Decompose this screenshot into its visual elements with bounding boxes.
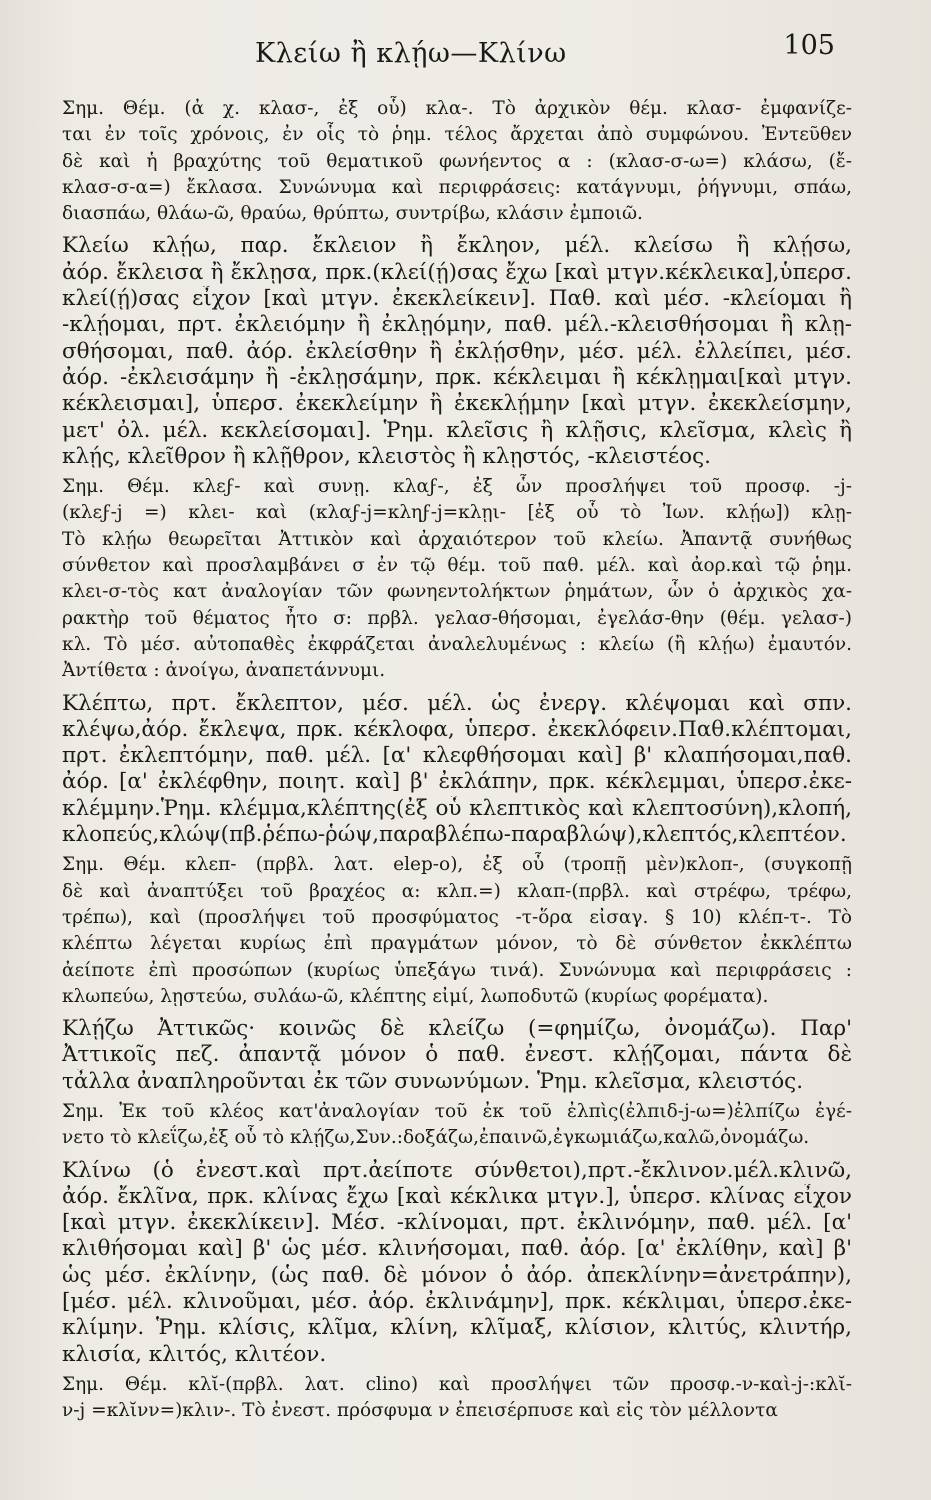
text-line: τρέπω), καὶ (προσλήψει τοῦ προσφύματος -τ-ὅρα εἰσαγ. § 10) κλέπ-τ-. Τὸ xyxy=(62,906,852,928)
text-line: Τὸ κλῄω θεωρεῖται Ἀττικὸν καὶ ἀρχαιότερον τοῦ κλείω. Ἀπαντᾷ συνήθως xyxy=(62,528,852,550)
text-line: Κλέπτω, πρτ. ἔκλεπτον, μέσ. μέλ. ὡς ἐνεργ. κλέψομαι καὶ σπν. xyxy=(62,690,852,716)
text-line: Ἀντίθετα : ἀνοίγω, ἀναπετάννυμι. xyxy=(62,660,386,682)
text-line: ν-j =κλῐνν=)κλιν-. Τὸ ἐνεστ. πρόσφυμα ν ἐπεισέρπυσε καὶ εἰς τὸν μέλλοντα xyxy=(62,1400,778,1422)
note-paragraph xyxy=(62,1372,852,1425)
text-line: Σημ. Θέμ. κλῐ-(πρβλ. λατ. clino) καὶ προσλήψει τῶν προσφ.-ν-καὶ-j-:κλῐ- xyxy=(62,1373,852,1395)
text-line: κλιθήσομαι καὶ] β' ὡς μέσ. κλινήσομαι, παθ. ἀόρ. [α' ἐκλίθην, καὶ] β' xyxy=(62,1236,852,1262)
text-line: διασπάω, θλάω-ῶ, θραύω, θρύπτω, συντρίβω, κλάσιν ἐμποιῶ. xyxy=(62,203,643,225)
text-line: Ἀττικοῖς πεζ. ἀπαντᾷ μόνον ὁ παθ. ἐνεστ. κλῄζομαι, πάντα δὲ xyxy=(62,1042,852,1068)
text-line: δὲ καὶ ἡ βραχύτης τοῦ θεματικοῦ φωνήεντος α : (κλασ-σ-ω=) κλάσω, (ἔ- xyxy=(62,150,852,172)
text-line: κλει-σ-τὸς κατ ἀναλογίαν τῶν φωνηεντολήκτων ῥημάτων, ὧν ὁ ἀρχικὸς χα- xyxy=(62,581,852,603)
text-line: Κλῄζω Ἀττικῶς· κοινῶς δὲ κλείζω (=φημίζω, ὀνομάζω). Παρ' xyxy=(62,1016,852,1042)
page-body xyxy=(62,92,852,1425)
text-line: ἀόρ. ἔκλεισα ἢ ἔκλῃσα, πρκ.(κλεί(ῄ)σας ἔχω [καὶ μτγν.κέκλεικα],ὑπερσ. xyxy=(62,259,852,285)
text-line: κλέψω,ἀόρ. ἔκλεψα, πρκ. κέκλοφα, ὑπερσ. ἐκεκλόφειν.Παθ.κλέπτομαι, xyxy=(62,716,852,742)
text-line: -κλῄομαι, πρτ. ἐκλειόμην ἢ ἐκλῃόμην, παθ. μέλ.-κλεισθήσομαι ἢ κλῃ- xyxy=(62,312,852,338)
text-line: ὡς μέσ. ἐκλίνην, (ὡς παθ. δὲ μόνον ὁ ἀόρ. ἀπεκλίνην=ἀνετράπην), xyxy=(62,1262,852,1288)
note-paragraph xyxy=(62,852,852,1010)
text-line: ται ἐν τοῖς χρόνοις, ἐν οἷς τὸ ῥημ. τέλος ἄρχεται ἀπὸ συμφώνου. Ἐντεῦθεν xyxy=(62,124,852,146)
text-line: κλῄς, κλεῖθρον ἢ κλῇθρον, κλειστὸς ἢ κλῃστός, -κλειστέος. xyxy=(62,443,711,469)
text-line: Κλίνω (ὁ ἐνεστ.καὶ πρτ.ἀείποτε σύνθετοι),πρτ.-ἔκλινον.μέλ.κλινῶ, xyxy=(62,1157,852,1183)
running-head: Κλείω ἢ κλῄω—Κλίνω xyxy=(255,38,567,69)
text-line: κλ. Τὸ μέσ. αὐτοπαθὲς ἐκφράζεται ἀναλελυμένως : κλείω (ἢ κλῄω) ἐμαυτόν. xyxy=(62,633,852,655)
text-line: Κλείω κλῄω, παρ. ἔκλειον ἢ ἔκληον, μέλ. κλείσω ἢ κλῄσω, xyxy=(62,233,852,259)
text-line: πρτ. ἐκλεπτόμην, παθ. μέλ. [α' κλεφθήσομαι καὶ] β' κλαπήσομαι,παθ. xyxy=(62,743,852,769)
text-line: ἀείποτε ἐπὶ προσώπων (κυρίως ὑπεξάγω τινά). Συνώνυμα καὶ περιφράσεις : xyxy=(62,959,852,981)
text-line: σθήσομαι, παθ. ἀόρ. ἐκλείσθην ἢ ἐκλῄσθην, μέσ. μέλ. ἐλλείπει, μέσ. xyxy=(62,338,852,364)
text-line: ἀόρ. ἔκλῖνα, πρκ. κλίνας ἔχω [καὶ κέκλικα μτγν.], ὑπερσ. κλίνας εἶχον xyxy=(62,1183,852,1209)
text-line: κλίμην. Ῥημ. κλίσις, κλῖμα, κλίνη, κλῖμαξ, κλίσιον, κλιτύς, κλιντήρ, xyxy=(62,1315,852,1341)
page-number: 105 xyxy=(783,30,835,61)
text-line: (κλεϝ-j =) κλει- καὶ (κλαϝ-j=κληϝ-j=κλῃι- [ἐξ οὗ τὸ Ἰων. κλῄω]) κλῃ- xyxy=(62,502,852,524)
text-line: ἀόρ. [α' ἐκλέφθην, ποιητ. καὶ] β' ἐκλάπην, πρκ. κέκλεμμαι, ὑπερσ.ἐκε- xyxy=(62,769,852,795)
note-paragraph xyxy=(62,1099,852,1152)
text-line: τἆλλα ἀναπληροῦνται ἐκ τῶν συνωνύμων. Ῥημ. κλεῖσμα, κλειστός. xyxy=(62,1068,804,1094)
text-line: [καὶ μτγν. ἐκεκλίκειν]. Μέσ. -κλίνομαι, πρτ. ἐκλινόμην, παθ. μέλ. [α' xyxy=(62,1210,852,1236)
text-line: Σημ. Θέμ. κλεπ- (πρβλ. λατ. elep-o), ἐξ οὗ (τροπῇ μὲν)κλοπ-, (συγκοπῇ xyxy=(62,854,852,876)
text-line: κλοπεύς,κλώψ(πβ.ῥέπω-ῥώψ,παραβλέπω-παραβλώψ),κλεπτός,κλεπτέον. xyxy=(62,822,847,848)
text-line: κλεί(ῄ)σας εἶχον [καὶ μτγν. ἐκεκλείκειν]. Παθ. καὶ μέσ. -κλείομαι ἢ xyxy=(62,286,852,312)
text-line: κλασ-σ-α=) ἔκλασα. Συνώνυμα καὶ περιφράσεις: κατάγνυμι, ῥήγνυμι, σπάω, xyxy=(62,176,852,198)
text-line: Σημ. Ἐκ τοῦ κλέος κατ'ἀναλογίαν τοῦ ἐκ τοῦ ἐλπὶς(ἐλπιδ-j-ω=)ἐλπίζω ἐγέ- xyxy=(62,1100,852,1122)
text-line: μετ' ὀλ. μέλ. κεκλείσομαι]. Ῥημ. κλεῖσις ἢ κλῇσις, κλεῖσμα, κλεὶς ἢ xyxy=(62,417,852,443)
note-paragraph xyxy=(62,474,852,684)
entry-paragraph xyxy=(62,1158,852,1368)
text-line: κλισία, κλιτός, κλιτέον. xyxy=(62,1341,327,1367)
text-line: κλέπτω λέγεται κυρίως ἐπὶ πραγμάτων μόνον, τὸ δὲ σύνθετον ἐκκλέπτω xyxy=(62,933,852,955)
text-line: ἀόρ. -ἐκλεισάμην ἢ -ἐκλῃσάμην, πρκ. κέκλειμαι ἢ κέκλῃμαι[καὶ μτγν. xyxy=(62,364,852,390)
entry-paragraph xyxy=(62,691,852,849)
text-line: Σημ. Θέμ. κλεϝ- καὶ συνῃ. κλαϝ-, ἐξ ὧν προσλήψει τοῦ προσφ. -j- xyxy=(62,476,852,498)
entry-paragraph xyxy=(62,233,852,470)
text-line: κλέμμην.Ῥημ. κλέμμα,κλέπτης(ἐξ οὗ κλεπτικὸς καὶ κλεπτοσύνη),κλοπή, xyxy=(62,795,852,821)
text-line: [μέσ. μέλ. κλινοῦμαι, μέσ. ἀόρ. ἐκλινάμην], πρκ. κέκλιμαι, ὑπερσ.ἐκε- xyxy=(62,1289,852,1315)
text-line: κλωπεύω, λῃστεύω, συλάω-ῶ, κλέπτης εἰμί, λωποδυτῶ (κυρίως φορέματα). xyxy=(62,985,769,1007)
page-header xyxy=(0,30,931,80)
note-paragraph xyxy=(62,96,852,227)
text-line: κέκλεισμαι], ὑπερσ. ἐκεκλείμην ἢ ἐκεκλῄμην [καὶ μτγν. ἐκεκλείσμην, xyxy=(62,391,852,417)
text-line: σύνθετον καὶ προσλαμβάνει σ ἐν τῷ θέμ. τοῦ παθ. μέλ. καὶ ἀορ.καὶ τῷ ῥημ. xyxy=(62,555,852,577)
text-line: νετο τὸ κλεΐζω,ἐξ οὗ τὸ κλῄζω,Συν.:δοξάζω,ἐπαινῶ,ἐγκωμιάζω,καλῶ,ὀνομάζω. xyxy=(62,1127,810,1149)
text-line: ρακτὴρ τοῦ θέματος ἦτο σ: πρβλ. γελασ-θήσομαι, ἐγελάσ-θην (θέμ. γελασ-) xyxy=(62,607,852,629)
text-line: Σημ. Θέμ. (ἀ χ. κλασ-, ἐξ οὗ) κλα-. Τὸ ἀρχικὸν θέμ. κλασ- ἐμφανίζε- xyxy=(62,98,852,119)
entry-paragraph xyxy=(62,1016,852,1095)
text-line: δὲ καὶ ἀναπτύξει τοῦ βραχέος α: κλπ.=) κλαπ-(πρβλ. καὶ στρέφω, τρέφω, xyxy=(62,880,852,902)
